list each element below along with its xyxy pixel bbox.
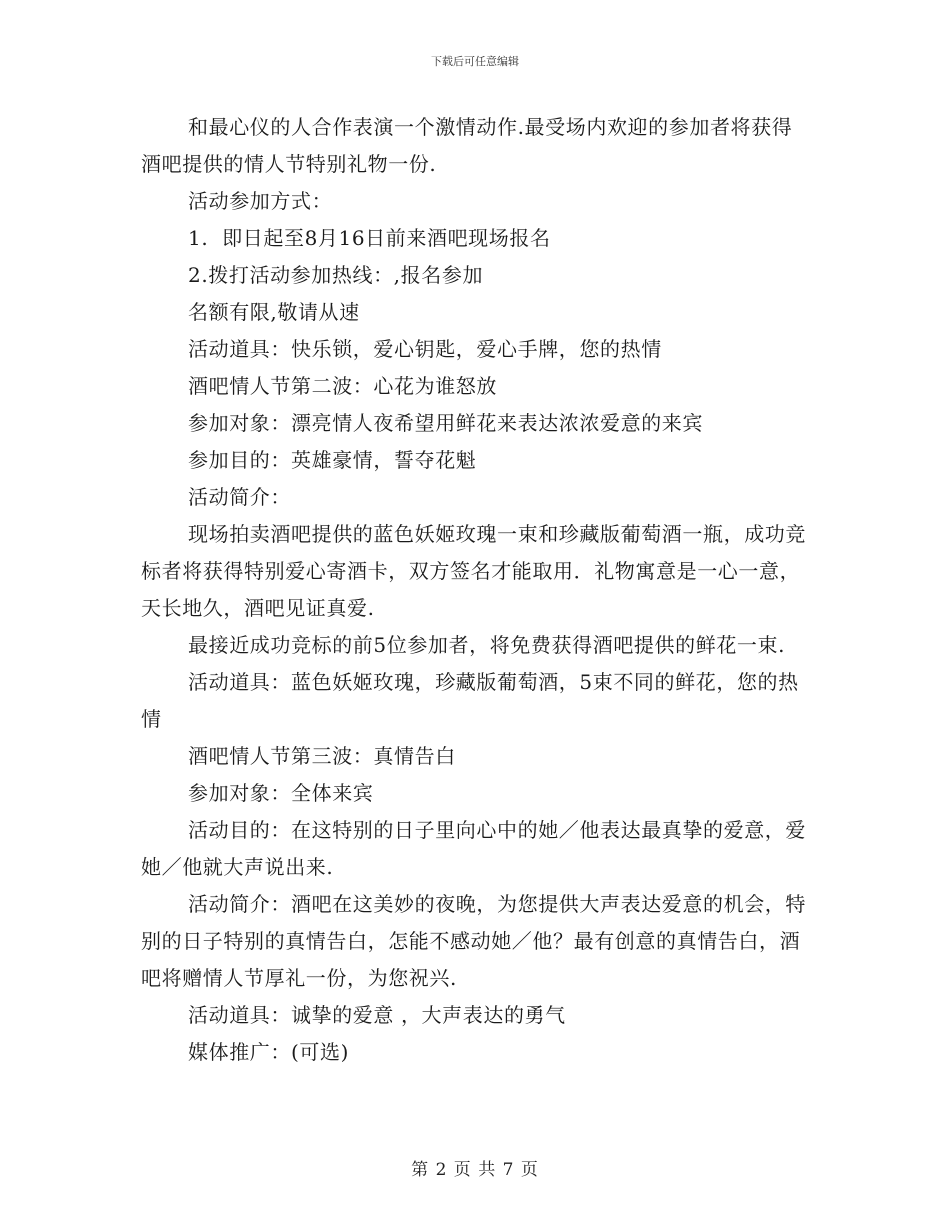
paragraph: 最接近成功竞标的前5位参加者，将免费获得酒吧提供的鲜花一束. bbox=[188, 633, 786, 657]
page-number: 第 2 页 共 7 页 bbox=[411, 1160, 539, 1180]
paragraph: 名额有限,敬请从速 bbox=[188, 300, 360, 324]
paragraph: 活动道具：诚挚的爱意 ，大声表达的勇气 bbox=[188, 1003, 566, 1027]
paragraph: 2.拨打活动参加热线：,报名参加 bbox=[188, 263, 484, 287]
paragraph: 活动道具：蓝色妖姬玫瑰，珍藏版葡萄酒，5束不同的鲜花，您的热情 bbox=[141, 670, 799, 731]
paragraph: 参加目的：英雄豪情，誓夺花魁 bbox=[188, 448, 477, 472]
paragraph: 1. 即日起至8月16日前来酒吧现场报名 bbox=[188, 226, 551, 250]
paragraph: 现场拍卖酒吧提供的蓝色妖姬玫瑰一束和珍藏版葡萄酒一瓶，成功竞标者将获得特别爱心寄酒卡，双方签名才能取用．礼物寓意是一心一意，天长地久，酒吧见证真爱. bbox=[141, 522, 806, 620]
paragraph: 和最心仪的人合作表演一个激情动作.最受场内欢迎的参加者将获得酒吧提供的情人节特别礼物一份. bbox=[141, 115, 793, 176]
paragraph: 活动参加方式： bbox=[188, 189, 333, 213]
paragraph: 媒体推广：(可选) bbox=[188, 1040, 350, 1064]
document-body bbox=[141, 109, 811, 1071]
paragraph: 酒吧情人节第三波：真情告白 bbox=[188, 744, 456, 768]
paragraph: 活动目的：在这特别的日子里向心中的她／他表达最真挚的爱意，爱她／他就大声说出来. bbox=[141, 818, 806, 879]
page-header: 下载后可任意编辑 bbox=[431, 55, 519, 68]
paragraph: 酒吧情人节第二波：心花为谁怒放 bbox=[188, 374, 497, 398]
paragraph: 活动简介：酒吧在这美妙的夜晚，为您提供大声表达爱意的机会，特别的日子特别的真情告白，怎能不感动她／他？最有创意的真情告白，酒吧将赠情人节厚礼一份，为您祝兴. bbox=[141, 892, 806, 990]
paragraph: 活动道具：快乐锁，爱心钥匙，爱心手牌，您的热情 bbox=[188, 337, 662, 361]
paragraph: 参加对象：漂亮情人夜希望用鲜花来表达浓浓爱意的来宾 bbox=[188, 411, 703, 435]
paragraph: 参加对象：全体来宾 bbox=[188, 781, 374, 805]
paragraph: 活动简介： bbox=[188, 485, 291, 509]
